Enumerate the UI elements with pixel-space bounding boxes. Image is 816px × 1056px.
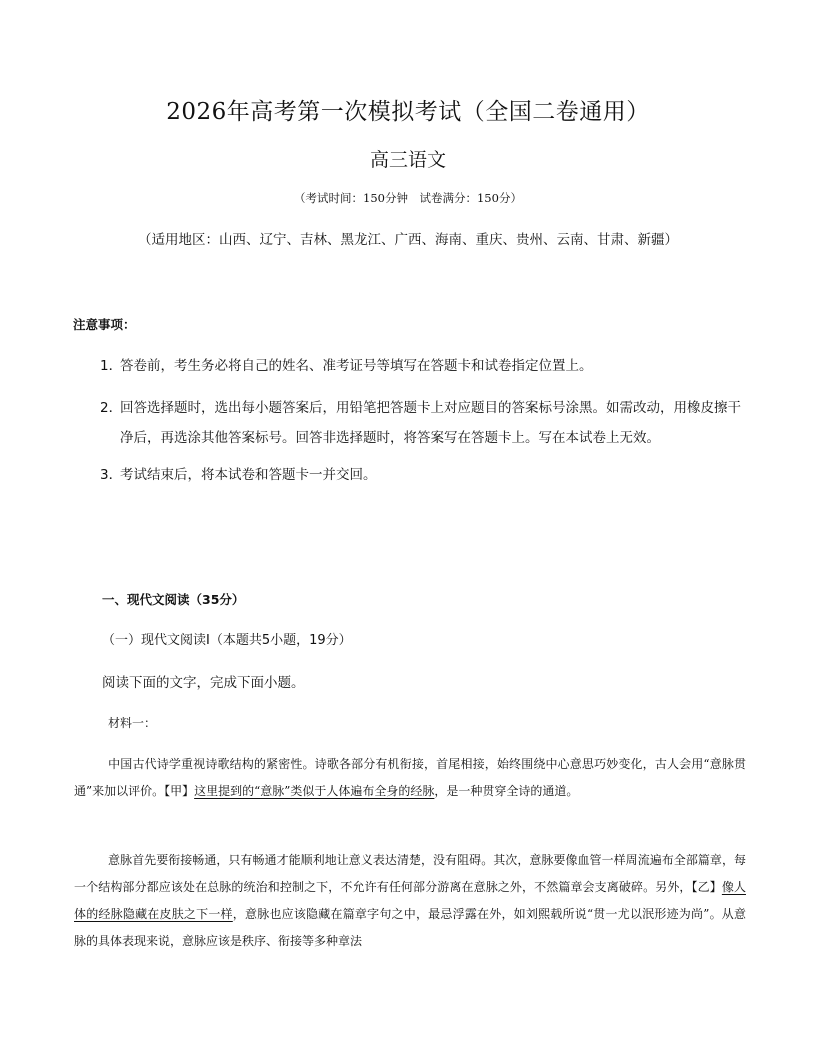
notes-heading: 注意事项： xyxy=(73,317,136,332)
paragraph-text: ，是一种贯穿全诗的通道。 xyxy=(434,784,579,798)
note-text: 回答选择题时，选出每小题答案后，用铅笔把答题卡上对应题目的答案标号涂黑。如需改动，用橡皮擦干净后，再选涂其他答案标号。回答非选择题时，将答案写在答题卡上。写在本试卷上无效。 xyxy=(120,400,741,446)
subsection-heading: （一）现代文阅读Ⅰ（本题共5小题，19分） xyxy=(102,633,352,648)
paragraph-text: ，意脉也应该隐藏在篇章字句之中，最忌浮露在外，如刘熙载所说“贯一尤以泯形迹为尚”。从意脉的具体表现来说，意脉应该是秩序、衔接等多种章法 xyxy=(74,907,746,948)
underlined-sentence-jia: 这里提到的“意脉”类似于人体遍布全身的经脉 xyxy=(194,784,435,798)
note-text: 考试结束后，将本试卷和答题卡一并交回。 xyxy=(120,467,377,483)
note-number: 1． xyxy=(100,358,123,374)
exam-info: （考试时间：150分钟 试卷满分：150分） xyxy=(294,191,522,205)
subject-title: 高三语文 xyxy=(369,149,446,171)
applicable-regions: （适用地区：山西、辽宁、吉林、黑龙江、广西、海南、重庆、贵州、云南、甘肃、新疆） xyxy=(138,232,678,248)
note-text: 答卷前，考生务必将自己的姓名、准考证号等填写在答题卡和试卷指定位置上。 xyxy=(120,358,593,374)
reading-instruction: 阅读下面的文字，完成下面小题。 xyxy=(102,675,305,691)
note-item xyxy=(100,393,750,453)
note-number: 3． xyxy=(100,467,123,483)
material-paragraph xyxy=(74,847,746,955)
note-item xyxy=(100,351,750,381)
section-heading: 一、现代文阅读（35分） xyxy=(102,592,245,607)
note-item xyxy=(100,460,750,490)
exam-title: 2026年高考第一次模拟考试（全国二卷通用） xyxy=(166,99,650,125)
material-label: 材料一： xyxy=(108,716,157,730)
paragraph-text: 中国古代诗学重视诗歌结构的紧密性。诗歌各部分有机衔接，首尾相接，始终围绕中心意思巧妙变化，古人会用“意脉贯通”来加以评价。【甲】 xyxy=(74,757,746,798)
underlined-sentence-yi: 像人体的经脉隐藏在皮肤之下一样 xyxy=(74,880,746,921)
paragraph-text: 意脉首先要衔接畅通，只有畅通才能顺利地让意义表达清楚，没有阻碍。其次，意脉要像血管一样周流遍布全部篇章，每一个结构部分都应该处在总脉的统治和控制之下，不允许有任何部分游离在意脉之外，不然篇章会支离破碎。另外，【乙】 xyxy=(74,853,746,894)
material-paragraph xyxy=(74,751,746,805)
note-number: 2． xyxy=(100,400,123,416)
